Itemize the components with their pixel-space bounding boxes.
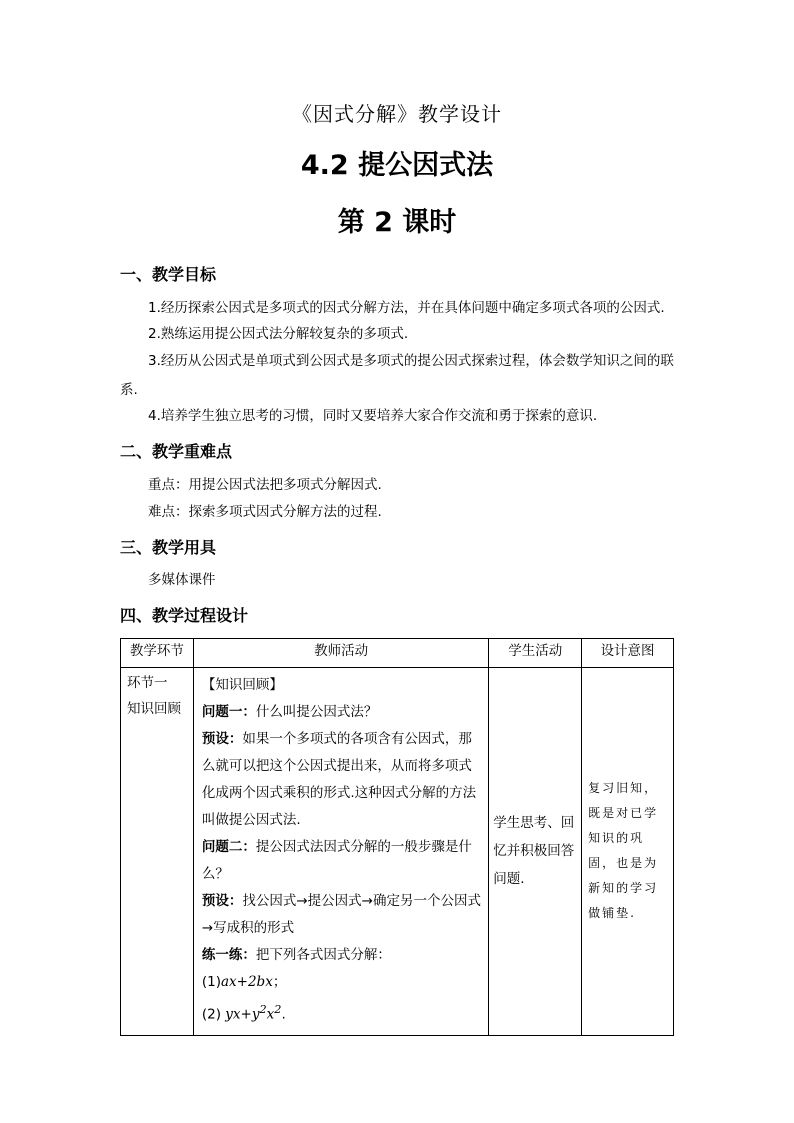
question-one-text: 什么叫提公因式法？: [255, 704, 378, 720]
tools-heading: 三、教学用具: [120, 538, 217, 557]
question-two: [202, 834, 482, 888]
exercise-two-exponent: 2: [259, 1003, 267, 1016]
exercise-two-expression: yx+y: [225, 1006, 260, 1023]
key-point-difficulty: 难点：探索多项式因式分解方法的过程.: [148, 504, 382, 520]
objective-item: 2.熟练运用提公因式法分解较复杂的多项式.: [148, 326, 409, 342]
objectives-heading: 一、教学目标: [120, 265, 217, 284]
process-heading: 四、教学过程设计: [120, 606, 249, 625]
preset-two-label: 预设：: [201, 893, 243, 909]
objective-item: 3.经历从公因式是单项式到公因式是多项式的提公因式探索过程，体会数学知识之间的联系.: [120, 353, 674, 398]
exercise-one-number: (1): [201, 974, 221, 990]
table-row: [121, 668, 674, 1036]
student-activity-cell: 学生思考、回忆并积极回答问题.: [489, 668, 582, 1036]
preset-one-label: 预设：: [201, 731, 243, 747]
table-header-cell: 教学环节: [121, 639, 194, 668]
design-intent-cell: 复习旧知，既是对已学知识的巩固，也是为新知的学习做铺垫.: [582, 668, 674, 1036]
tools-content: 多媒体课件: [148, 572, 216, 588]
practice-text: 把下列各式因式分解：: [255, 947, 391, 963]
question-one-label: 问题一：: [201, 704, 256, 720]
question-two-text: 提公因式法因式分解的一般步骤是什么？: [201, 839, 472, 882]
exercise-two-exponent: 2: [274, 1003, 282, 1016]
preset-two: [202, 888, 482, 942]
review-heading: 【知识回顾】: [201, 677, 283, 693]
objective-item: 1.经历探索公因式是多项式的因式分解方法，并在具体问题中确定多项式各项的公因式.: [148, 300, 665, 316]
key-points-heading: 二、教学重难点: [120, 442, 233, 461]
objective-item: 4.培养学生独立思考的习惯，同时又要培养大家合作交流和勇于探索的意识.: [148, 408, 598, 424]
practice: [202, 942, 482, 969]
preset-one: [202, 726, 482, 834]
table-header-cell: 学生活动: [489, 639, 582, 668]
question-one: [202, 699, 482, 726]
teacher-activity-cell: [193, 668, 488, 1036]
exercise-one-expression: ax+2bx: [220, 974, 273, 990]
exercise-one: [202, 969, 482, 996]
table-header-cell: 教师活动: [193, 639, 488, 668]
exercise-two-variable: x: [266, 1006, 275, 1023]
exercise-two-number: (2): [201, 1006, 226, 1023]
preset-one-text: 如果一个多项式的各项含有公因式，那么就可以把这个公因式提出来，从而将多项式化成两个因式乘积的形式.这种因式分解的方法叫做提公因式法.: [201, 731, 477, 828]
practice-label: 练一练：: [201, 947, 256, 963]
stage-name: 知识回顾: [127, 701, 181, 717]
stage-cell: [121, 668, 194, 1036]
table-header-row: [121, 639, 674, 668]
exercise-two: [202, 996, 482, 1029]
lesson-title: 4.2 提公因式法: [300, 150, 494, 181]
preset-two-text: 找公因式→提公因式→确定另一个公因式→写成积的形式: [201, 893, 481, 936]
document-title: 《因式分解》教学设计: [292, 102, 502, 126]
table-header-cell: 设计意图: [582, 639, 674, 668]
exercise-two-tail: .: [281, 1006, 286, 1023]
exercise-one-tail: ；: [272, 974, 287, 990]
stage-label: 环节一: [127, 675, 168, 691]
teaching-process-table: [120, 638, 674, 1036]
key-point-focus: 重点：用提公因式法把多项式分解因式.: [148, 477, 382, 493]
question-two-label: 问题二：: [201, 839, 256, 855]
lesson-period: 第 2 课时: [337, 207, 457, 238]
